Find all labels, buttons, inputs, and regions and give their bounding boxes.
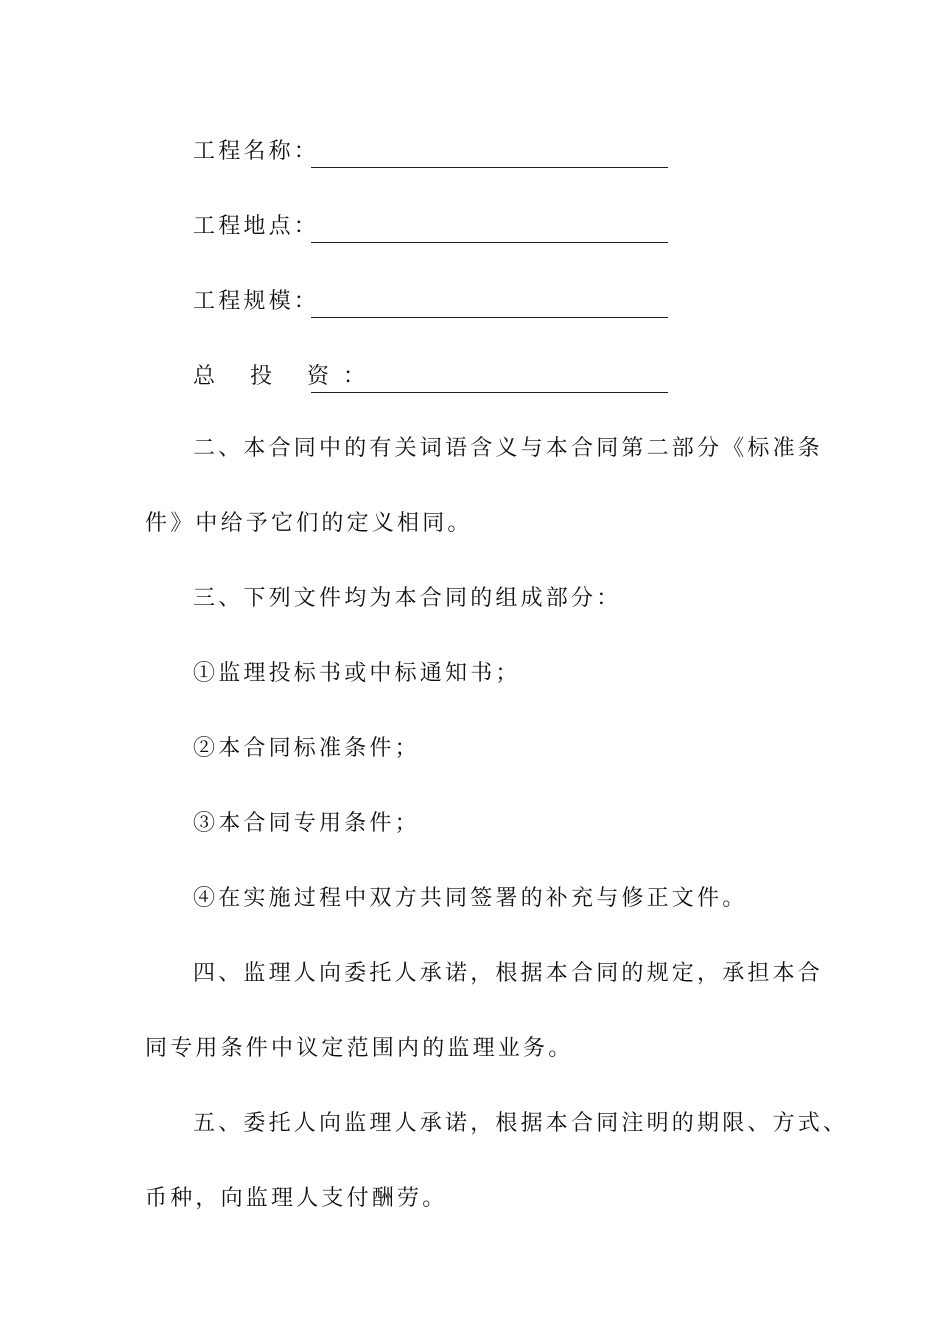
project-name-row	[193, 136, 668, 168]
clause-two-line2: 件》中给予它们的定义相同。	[145, 511, 473, 536]
clause-four-line2: 同专用条件中议定范围内的监理业务。	[145, 1036, 574, 1061]
project-scale-blank[interactable]	[311, 291, 668, 318]
document-item-2: ②本合同标准条件；	[193, 736, 420, 761]
clause-two-line1: 二、本合同中的有关词语含义与本合同第二部分《标准条	[193, 436, 824, 461]
project-location-label: 工程地点：	[193, 214, 320, 239]
clause-three: 三、下列文件均为本合同的组成部分：	[193, 586, 622, 611]
clause-five-line2: 币种，向监理人支付酬劳。	[145, 1186, 448, 1211]
total-investment-label: 总 投 资：	[193, 364, 379, 389]
project-scale-label: 工程规模：	[193, 289, 320, 314]
project-scale-row	[193, 286, 668, 318]
clause-five-line1: 五、委托人向监理人承诺，根据本合同注明的期限、方式、	[193, 1111, 849, 1136]
project-location-row	[193, 211, 668, 243]
total-investment-row	[193, 361, 668, 393]
clause-four-line1: 四、监理人向委托人承诺，根据本合同的规定，承担本合	[193, 961, 824, 986]
project-name-label: 工程名称：	[193, 139, 320, 164]
project-name-blank[interactable]	[311, 141, 668, 168]
total-investment-blank[interactable]	[311, 366, 668, 393]
project-location-blank[interactable]	[311, 216, 668, 243]
document-item-1: ①监理投标书或中标通知书；	[193, 661, 521, 686]
document-item-3: ③本合同专用条件；	[193, 811, 420, 836]
document-item-4: ④在实施过程中双方共同签署的补充与修正文件。	[193, 886, 748, 911]
